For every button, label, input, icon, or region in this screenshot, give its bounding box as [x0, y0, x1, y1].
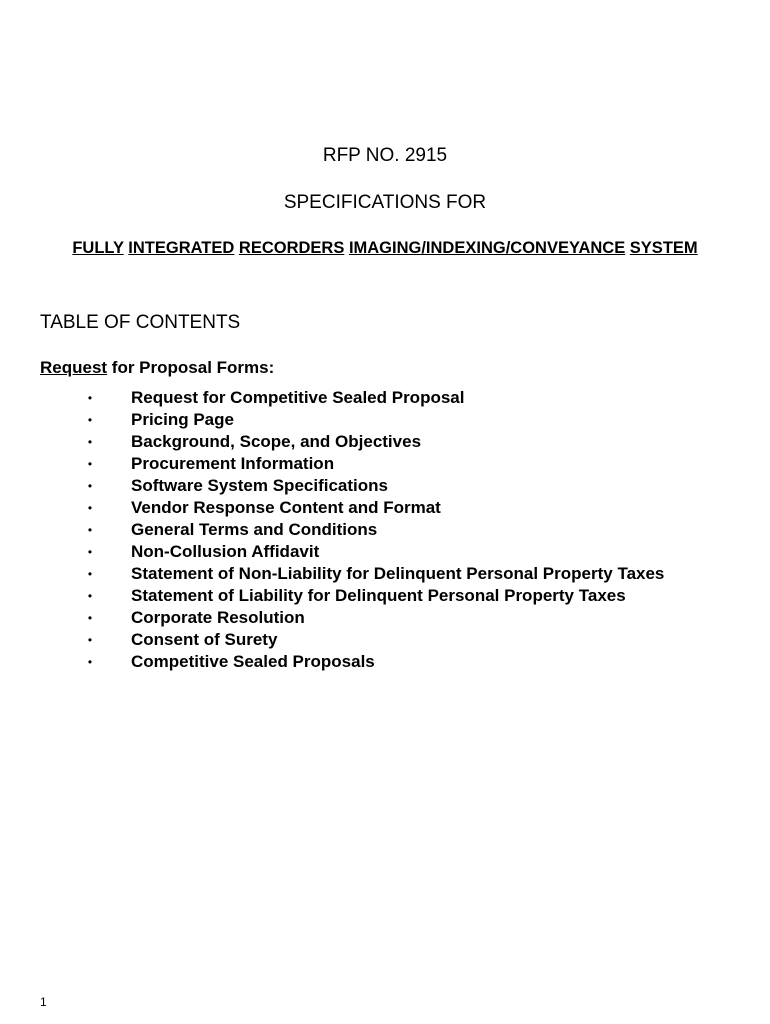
toc-item-label: Pricing Page: [131, 410, 234, 429]
specifications-for-heading: SPECIFICATIONS FOR: [283, 192, 487, 213]
toc-item-label: Background, Scope, and Objectives: [131, 432, 422, 451]
toc-item-label: Corporate Resolution: [131, 608, 305, 627]
toc-item-label: Non-Collusion Affidavit: [131, 542, 320, 561]
bullet-icon: •: [87, 633, 93, 647]
toc-item-label: Procurement Information: [131, 454, 335, 473]
system-title-word: SYSTEM: [629, 239, 698, 257]
bullet-icon: •: [87, 413, 93, 427]
bullet-icon: •: [87, 457, 93, 471]
toc-item-label: Competitive Sealed Proposals: [131, 652, 375, 671]
bullet-icon: •: [87, 567, 93, 581]
proposal-forms-heading-underlined: Request: [40, 358, 108, 377]
system-title-word: IMAGING/INDEXING/CONVEYANCE: [348, 239, 626, 257]
bullet-icon: •: [87, 589, 93, 603]
rfp-number: RFP NO. 2915: [322, 145, 448, 166]
system-title: [0, 237, 770, 259]
bullet-icon: •: [87, 611, 93, 625]
system-title-word: INTEGRATED: [128, 239, 235, 257]
toc-item-label: Vendor Response Content and Format: [131, 498, 441, 517]
bullet-icon: •: [87, 655, 93, 669]
bullet-icon: •: [87, 523, 93, 537]
table-of-contents-heading: TABLE OF CONTENTS: [40, 312, 241, 333]
bullet-icon: •: [87, 501, 93, 515]
bullet-icon: •: [87, 391, 93, 405]
system-title-word: RECORDERS: [238, 239, 345, 257]
proposal-forms-heading-rest: for Proposal Forms:: [107, 358, 275, 377]
toc-item-label: Consent of Surety: [131, 630, 278, 649]
toc-item-label: General Terms and Conditions: [131, 520, 378, 539]
page-number: 1: [40, 995, 47, 1009]
bullet-icon: •: [87, 479, 93, 493]
toc-item-label: Statement of Non-Liability for Delinquent Personal Property Taxes: [131, 564, 665, 583]
toc-item-label: Request for Competitive Sealed Proposal: [131, 388, 465, 407]
proposal-forms-heading: [40, 358, 274, 378]
bullet-icon: •: [87, 545, 93, 559]
toc-item-label: Software System Specifications: [131, 476, 388, 495]
toc-item-label: Statement of Liability for Delinquent Personal Property Taxes: [131, 586, 626, 605]
bullet-icon: •: [87, 435, 93, 449]
system-title-word: FULLY: [72, 239, 124, 257]
